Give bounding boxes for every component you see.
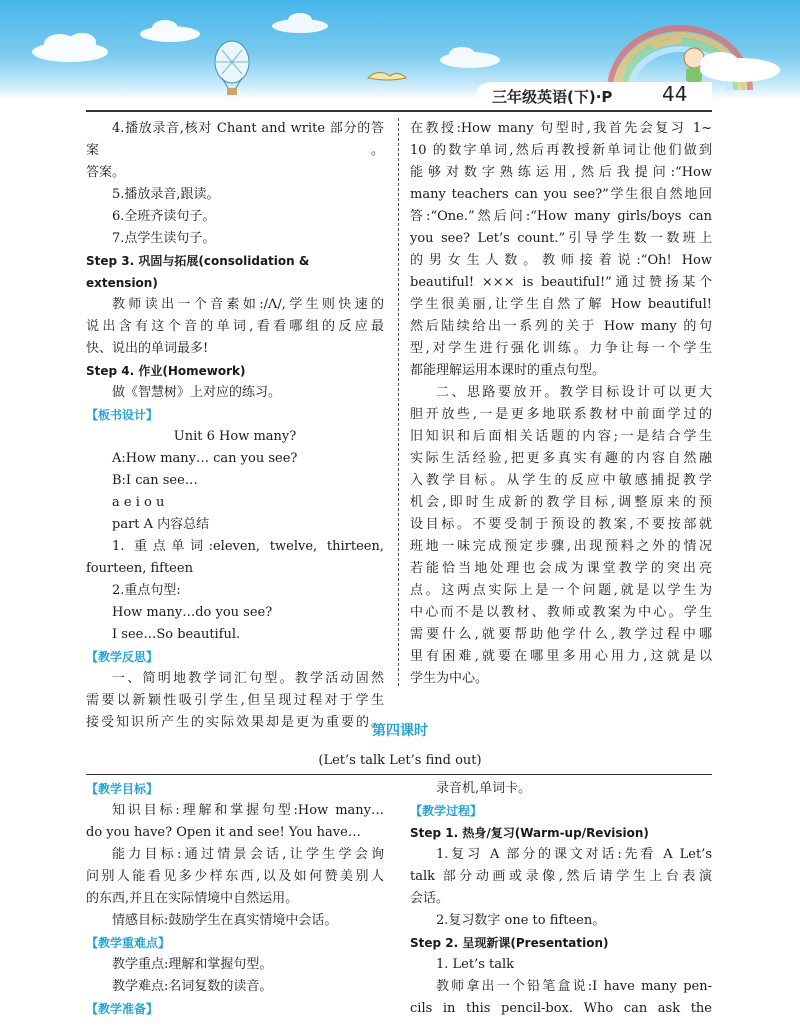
header-rule [86, 110, 712, 112]
text-line: 能力目标:通过情景会话,让学生学会询 [112, 847, 384, 862]
text-line: How many…do you see? [112, 605, 273, 620]
text-line: 录音机,单词卡。 [436, 781, 532, 796]
text-line: 都能理解运用本课时的重点句型。 [410, 363, 606, 378]
text-line: 6.全班齐读句子。 [112, 209, 216, 224]
text-line: 教学重点:理解和掌握句型。 [112, 957, 273, 972]
text-line: 知识目标:理解和掌握句型:How many… [112, 803, 384, 818]
text-line: beautiful! ××× is beautiful!”通过赞扬某个 [410, 275, 712, 290]
text-line: cils in this pencil-box. Who can ask the [410, 1001, 712, 1016]
text-line: 型,对学生进行强化训练。力争让每一个学生 [410, 341, 712, 356]
text-line: 说出含有这个音的单词,看看哪组的反应最 [86, 319, 384, 334]
text-line: Step 2. 呈现新课(Presentation) [410, 936, 609, 950]
text-line: 一、简明地教学词汇句型。教学活动固然 [112, 671, 384, 686]
text-line: 旧知识和后面相关话题的内容;一是结合学生 [410, 429, 712, 444]
lesson-title: 第四课时 [372, 723, 428, 739]
text-line: 快、说出的单词最多! [86, 341, 209, 356]
text-line: 问别人能看见多少样东西,以及如何赞美别人 [86, 869, 384, 884]
text-line: 4.播放录音,核对 Chant and write 部分的答案。 [86, 121, 384, 158]
left-column [86, 118, 384, 734]
text-line: 1. 重点单词:eleven, twelve, thirteen, [112, 539, 384, 554]
section-rule [86, 774, 712, 775]
text-line: 中心而不是以教材、教师或教案为中心。学生 [410, 605, 712, 620]
text-line: 的男女生人数。教师接着说:“Oh! How [410, 253, 712, 268]
text-line: 在教授:How many 句型时,我首先会复习 1~ [410, 121, 712, 136]
text-line: 胆开放些,一是更多地联系教材中前面学过的 [410, 407, 712, 422]
text-line: 答:“One.”然后问:“How many girls/boys can [410, 209, 712, 224]
text-line: 10 的数字单词,然后再教授新单词让他们做到 [410, 143, 712, 158]
text-line: 1.复习 A 部分的课文对话:先看 A Let’s [436, 847, 712, 862]
text-line: 班地一味完成预定步骤,出现预料之外的情况 [410, 539, 712, 554]
text-line: 的东西,并且在实际情境中自然运用。 [86, 891, 299, 906]
text-line: 里有困难,就要在哪里多用心用力,这就是以 [410, 649, 712, 664]
text-line: I see…So beautiful. [112, 627, 241, 642]
text-line: 【教学反思】 [86, 650, 159, 664]
text-line: many teachers can you see?”学生很自然地回 [410, 187, 712, 202]
text-line: 若能恰当地处理也会成为课堂教学的突出亮 [410, 561, 712, 576]
text-line: 学生很美丽,让学生自然了解 How beautiful! [410, 297, 712, 312]
text-line: 7.点学生读句子。 [112, 231, 216, 246]
text-line: A:How many… can you see? [112, 451, 298, 466]
text-line: Step 3. 巩固与拓展(consolidation & extension) [86, 254, 310, 290]
text-line: 入教学目标。从学生的反应中敏感捕捉教学 [410, 473, 712, 488]
text-line: a e i o u [112, 495, 165, 510]
page-number: 44 [662, 82, 688, 106]
text-line: 【教学过程】 [410, 804, 483, 818]
text-line: 需要什么,就要帮助他学什么,教学过程中哪 [410, 627, 712, 642]
text-line: 接受知识所产生的实际效果却是更为重要的。 [86, 715, 384, 730]
text-line: 设目标。不要受制于预设的教案,不要按部就 [410, 517, 712, 532]
text-line: 做《智慧树》上对应的练习。 [112, 385, 282, 400]
text-line: B:I can see… [112, 473, 198, 488]
text-line: 教师拿出一个铅笔盒说:I have many pen- [436, 979, 712, 994]
cloud-icon [32, 33, 108, 62]
text-line: 机会,即时生成新的教学目标,调整原来的预 [410, 495, 712, 510]
text-line: 2.重点句型: [112, 583, 181, 598]
text-line: 二、思路要放开。教学目标设计可以更大 [436, 385, 712, 400]
text-line: 5.播放录音,跟读。 [112, 187, 220, 202]
bird-icon [368, 72, 406, 80]
text-line: Unit 6 How many? [173, 429, 297, 444]
text-line: 【教学重难点】 [86, 936, 171, 950]
text-line: 2.复习数字 one to fifteen。 [436, 913, 606, 928]
lesson-subtitle: (Let’s talk Let’s find out) [318, 753, 482, 768]
text-line: 学生为中心。 [410, 671, 489, 686]
text-line: 教师读出一个音素如:/Λ/,学生则快速的 [112, 297, 384, 312]
hot-air-balloon-icon [215, 41, 249, 95]
text-line: Step 1. 热身/复习(Warm-up/Revision) [410, 826, 649, 840]
text-line: fourteen, fifteen [86, 561, 193, 576]
text-line: part A 内容总结 [112, 517, 210, 532]
text-line: 答案。 [86, 165, 126, 180]
text-line: talk 部分动画或录像,然后请学生上台表演 [410, 869, 712, 884]
cloud-icon [140, 20, 200, 42]
text-line: 情感目标:鼓励学生在真实情境中会话。 [112, 913, 338, 928]
bottom-right-column [410, 778, 712, 1020]
text-line: 【教学目标】 [86, 782, 159, 796]
bottom-left-column [86, 778, 384, 1020]
text-line: 【教学准备】 [86, 1002, 159, 1016]
course-title: 三年级英语(下)·P [492, 88, 613, 106]
cloud-icon [440, 47, 500, 68]
text-line: 1. Let’s talk [436, 957, 515, 972]
text-line: 点。这两点实际上是一个问题,就是以学生为 [410, 583, 712, 598]
text-line: 然后陆续给出一系列的关于 How many 的句 [410, 319, 712, 334]
cloud-icon [272, 13, 328, 33]
text-line: you see? Let’s count.”引导学生数一数班上 [410, 231, 712, 246]
right-column [410, 118, 712, 690]
text-line: Step 4. 作业(Homework) [86, 364, 246, 378]
column-divider [398, 118, 399, 686]
text-line: 能够对数字熟练运用,然后我提问:“How [410, 165, 712, 180]
text-line: 【板书设计】 [86, 408, 159, 422]
text-line: do you have? Open it and see! You have… [86, 825, 361, 840]
text-line: 需要以新颖性吸引学生,但呈现过程对于学生 [86, 693, 384, 708]
text-line: 会话。 [410, 891, 450, 906]
text-line: 实际生活经验,把更多真实有趣的内容自然融 [410, 451, 712, 466]
text-line: 教学难点:名词复数的读音。 [112, 979, 273, 994]
